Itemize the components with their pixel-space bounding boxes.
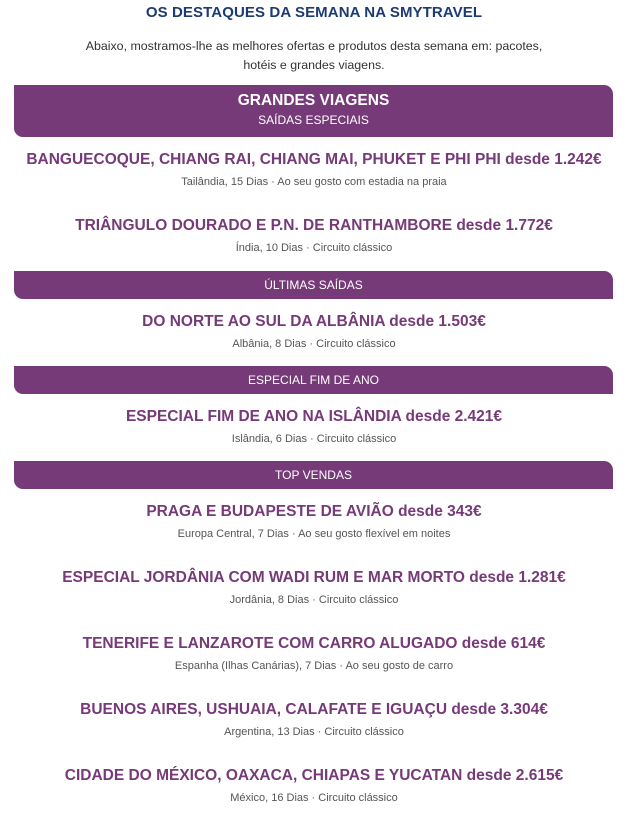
offer-card[interactable] <box>0 569 628 607</box>
offer-title-link[interactable]: TRIÂNGULO DOURADO E P.N. DE RANTHAMBORE desde 1.772€ <box>75 217 553 234</box>
offer-info: Argentina, 13 Dias · Circuito clássico <box>224 726 404 738</box>
section-header-ultimas-saidas[interactable]: ÚLTIMAS SAÍDAS <box>14 271 613 299</box>
offer-info: Espanha (Ilhas Canárias), 7 Dias · Ao seu gosto de carro <box>174 660 454 672</box>
offer-card[interactable] <box>0 503 628 541</box>
offer-card[interactable] <box>0 408 628 446</box>
page-title: OS DESTAQUES DA SEMANA NA SMYTRAVEL <box>145 4 483 21</box>
offer-title-link[interactable]: ESPECIAL FIM DE ANO NA ISLÂNDIA desde 2.421€ <box>125 408 503 425</box>
offer-title-link[interactable]: PRAGA E BUDAPESTE DE AVIÃO desde 343€ <box>146 503 482 520</box>
offer-info: Europa Central, 7 Dias · Ao seu gosto flexível em noites <box>177 528 451 540</box>
offer-title-link[interactable]: ESPECIAL JORDÂNIA COM WADI RUM E MAR MORTO desde 1.281€ <box>62 569 566 586</box>
offer-title-link[interactable]: BUENOS AIRES, USHUAIA, CALAFATE E IGUAÇU desde 3.304€ <box>80 701 548 718</box>
offer-title-link[interactable]: TENERIFE E LANZAROTE COM CARRO ALUGADO desde 614€ <box>82 635 546 652</box>
offer-info: Tailândia, 15 Dias · Ao seu gosto com estadia na praia <box>181 176 447 188</box>
offer-title-link[interactable]: DO NORTE AO SUL DA ALBÂNIA desde 1.503€ <box>142 313 486 330</box>
offer-card[interactable] <box>0 635 628 673</box>
offer-title-link[interactable]: BANGUECOQUE, CHIANG RAI, CHIANG MAI, PHUKET E PHI PHI desde 1.242€ <box>26 151 602 168</box>
offer-card[interactable] <box>0 151 628 189</box>
offer-info: Jordânia, 8 Dias · Circuito clássico <box>229 594 399 606</box>
offer-info: Islândia, 6 Dias · Circuito clássico <box>231 433 397 445</box>
intro-text <box>40 37 588 75</box>
offer-card[interactable] <box>0 767 628 805</box>
section-subtitle: SAÍDAS ESPECIAIS <box>258 113 369 127</box>
section-header-top-vendas[interactable]: TOP VENDAS <box>14 461 613 489</box>
offer-info: Índia, 10 Dias · Circuito clássico <box>235 242 393 254</box>
offer-info: México, 16 Dias · Circuito clássico <box>230 792 398 804</box>
section-title: GRANDES VIAGENS <box>237 92 390 109</box>
section-header-grandes-viagens[interactable] <box>14 85 613 137</box>
offer-info: Albânia, 8 Dias · Circuito clássico <box>232 338 396 350</box>
intro-line-2: hotéis e grandes viagens. <box>243 58 385 72</box>
offer-card[interactable] <box>0 217 628 255</box>
offer-card[interactable] <box>0 313 628 351</box>
offer-title-link[interactable]: CIDADE DO MÉXICO, OAXACA, CHIAPAS E YUCATAN desde 2.615€ <box>64 767 564 784</box>
intro-line-1: Abaixo, mostramos-lhe as melhores ofertas e produtos desta semana em: pacotes, <box>85 39 543 53</box>
offer-card[interactable] <box>0 701 628 739</box>
section-header-especial-fim-de-ano[interactable]: ESPECIAL FIM DE ANO <box>14 366 613 394</box>
